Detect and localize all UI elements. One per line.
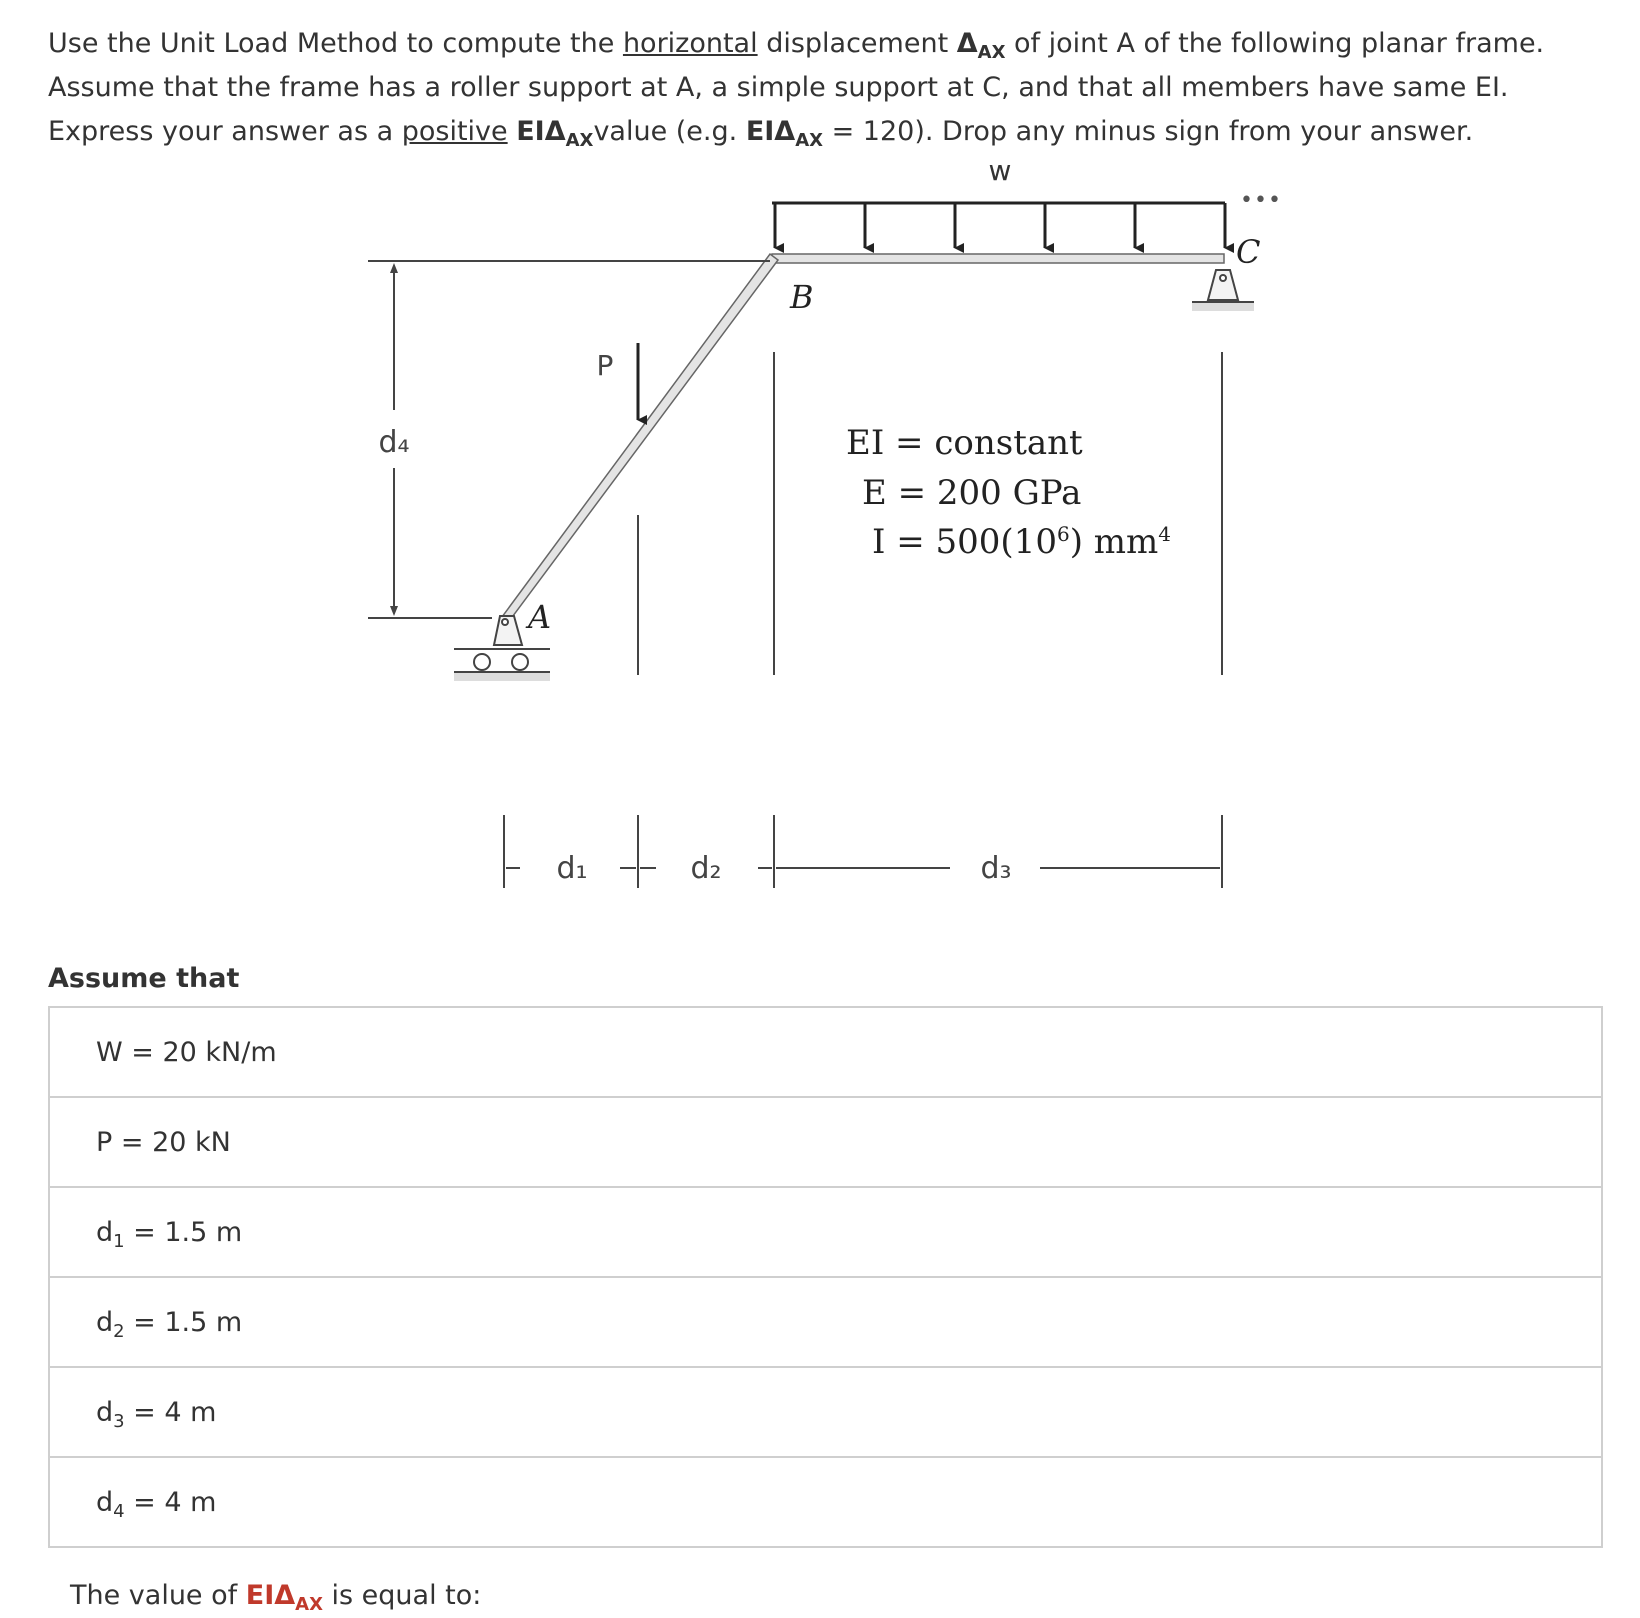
ei-delta-symbol: $EI\Delta_{AX}$: [516, 116, 594, 151]
answer-prompt: The value of $EI\Delta_{AX}$ is equal to:: [70, 1580, 482, 1615]
e-value: E = 200 GPa: [862, 473, 1082, 513]
question-part: Use the Unit Load Method to compute the: [48, 28, 623, 59]
material-properties: [846, 423, 1171, 562]
pin-support-c: [1192, 270, 1254, 311]
d1-label: d₁: [556, 851, 588, 886]
table-row: [49, 1367, 1602, 1457]
table-row: [49, 1187, 1602, 1277]
question-part: = 120). Drop any minus sign from your answer.: [823, 116, 1474, 147]
value-p: P = 20 kN: [49, 1097, 1602, 1187]
joint-c-label: C: [1236, 233, 1261, 271]
delta-symbol: $\Delta_{AX}$: [956, 28, 1006, 63]
underlined-horizontal: horizontal: [622, 28, 758, 59]
more-options-icon[interactable]: •••: [1240, 188, 1282, 213]
table-row: [49, 1097, 1602, 1187]
question-part: value (e.g.: [593, 116, 746, 147]
table-row: [49, 1277, 1602, 1367]
question-part: displacement: [757, 28, 957, 59]
d4-label: d₄: [378, 425, 410, 460]
ei-delta-example: $EI\Delta_{AX}$: [745, 116, 824, 151]
table-row: [49, 1457, 1602, 1547]
d3-label: d₃: [980, 851, 1012, 886]
question-part: of joint A of the following planar frame. Assume that the frame has a roller support at A, a simple support at C, and that all members have same EI. Express your answer as a: [48, 28, 1545, 147]
distributed-load-arrows: [772, 203, 1225, 248]
underlined-positive: positive: [401, 116, 508, 147]
beam-bc: [772, 254, 1224, 263]
value-d3: $d_3 = 4$ m: [49, 1367, 1602, 1457]
frame-diagram: [0, 140, 1640, 920]
joint-a-label: A: [528, 598, 552, 636]
question-text: [48, 22, 1608, 154]
d2-label: d₂: [690, 851, 722, 886]
i-value: $I = 500(10^6)$ $mm^4$: [872, 522, 1171, 562]
dimension-row: [504, 815, 1222, 888]
value-d1: $d_1 = 1.5$ m: [49, 1187, 1602, 1277]
value-d2: $d_2 = 1.5$ m: [49, 1277, 1602, 1367]
ei-constant: EI = constant: [846, 423, 1083, 463]
joint-b-label: B: [790, 278, 814, 316]
point-load-p-label: P: [596, 349, 614, 382]
table-row: [49, 1007, 1602, 1097]
values-table: [48, 1006, 1603, 1548]
value-w: W = 20 kN/m: [49, 1007, 1602, 1097]
assume-heading: Assume that: [48, 963, 240, 994]
load-w-label: w: [988, 154, 1012, 187]
value-d4: $d_4 = 4$ m: [49, 1457, 1602, 1547]
